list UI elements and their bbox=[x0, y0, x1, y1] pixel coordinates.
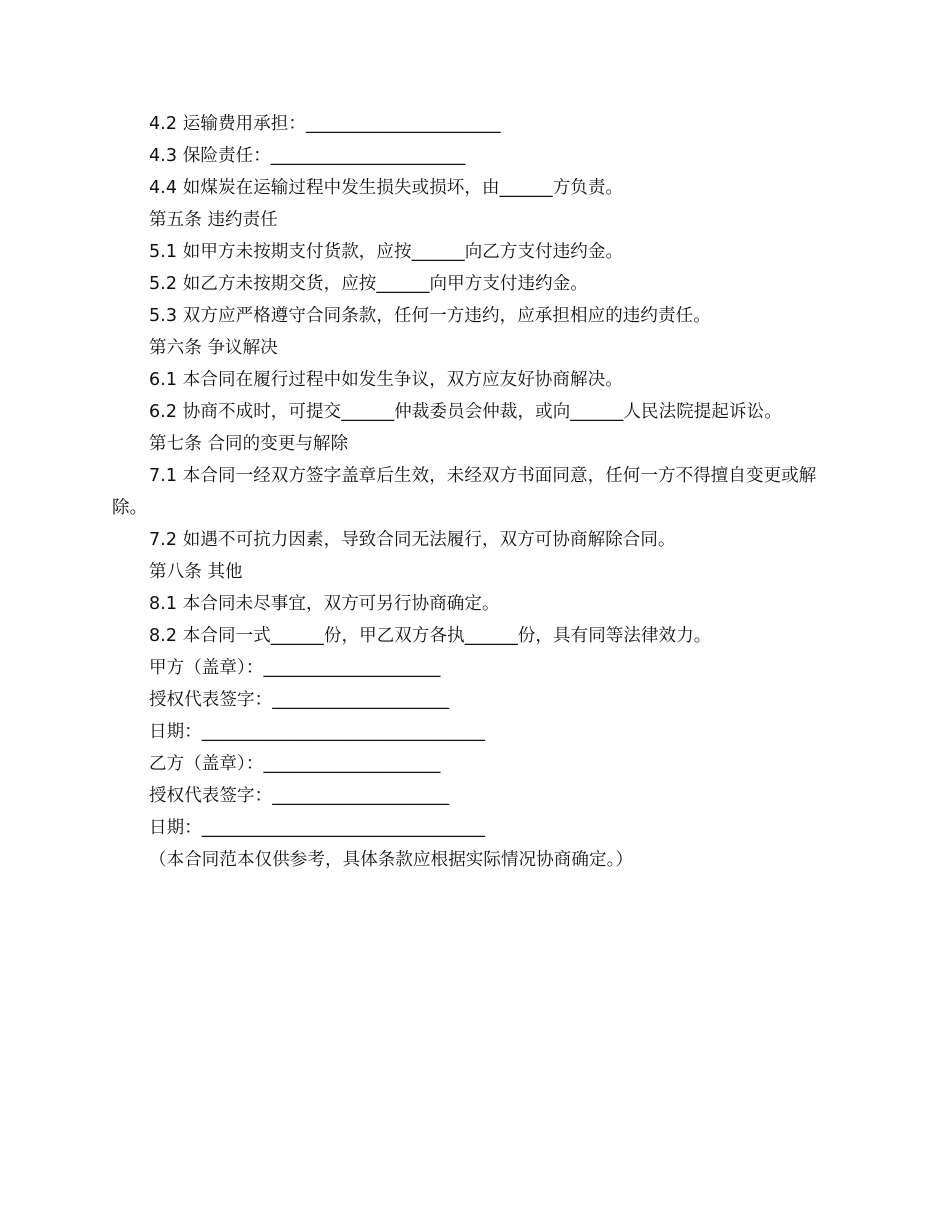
section-heading-5: 第五条 违约责任 bbox=[149, 210, 278, 230]
clause-7-1: 7.1 本合同一经双方签字盖章后生效，未经双方书面同意，任何一方不得擅自变更或解除。 bbox=[112, 466, 817, 518]
clause-6-1: 6.1 本合同在履行过程中如发生争议，双方应友好协商解决。 bbox=[149, 370, 623, 390]
clause-4-2: 4.2 运输费用承担：______________________ bbox=[149, 114, 501, 134]
section-heading-7: 第七条 合同的变更与解除 bbox=[149, 434, 349, 454]
clause-7-2: 7.2 如遇不可抗力因素，导致合同无法履行，双方可协商解除合同。 bbox=[149, 530, 676, 550]
party-a-seal-line: 甲方（盖章）：____________________ bbox=[149, 658, 441, 678]
party-a-signature-line: 授权代表签字：____________________ bbox=[149, 690, 450, 710]
clause-4-4: 4.4 如煤炭在运输过程中发生损失或损坏，由______方负责。 bbox=[149, 178, 624, 198]
party-b-seal-line: 乙方（盖章）：____________________ bbox=[149, 754, 441, 774]
clause-5-1: 5.1 如甲方未按期支付货款，应按______向乙方支付违约金。 bbox=[149, 242, 624, 262]
clause-8-2: 8.2 本合同一式______份，甲乙双方各执______份，具有同等法律效力。 bbox=[149, 626, 712, 646]
party-b-signature-line: 授权代表签字：____________________ bbox=[149, 786, 450, 806]
clause-8-1: 8.1 本合同未尽事宜，双方可另行协商确定。 bbox=[149, 594, 500, 614]
party-a-date-line: 日期：________________________________ bbox=[149, 722, 485, 742]
party-b-date-line: 日期：________________________________ bbox=[149, 818, 485, 838]
section-heading-8: 第八条 其他 bbox=[149, 562, 243, 582]
clause-6-2: 6.2 协商不成时，可提交______仲裁委员会仲裁，或向______人民法院提起诉讼。 bbox=[149, 402, 782, 422]
clause-4-3: 4.3 保险责任：______________________ bbox=[149, 146, 466, 166]
clause-5-3: 5.3 双方应严格遵守合同条款，任何一方违约，应承担相应的违约责任。 bbox=[149, 306, 711, 326]
clause-5-2: 5.2 如乙方未按期交货，应按______向甲方支付违约金。 bbox=[149, 274, 588, 294]
disclaimer-note: （本合同范本仅供参考，具体条款应根据实际情况协商确定。） bbox=[149, 850, 634, 870]
contract-body bbox=[112, 108, 842, 876]
section-heading-6: 第六条 争议解决 bbox=[149, 338, 278, 358]
